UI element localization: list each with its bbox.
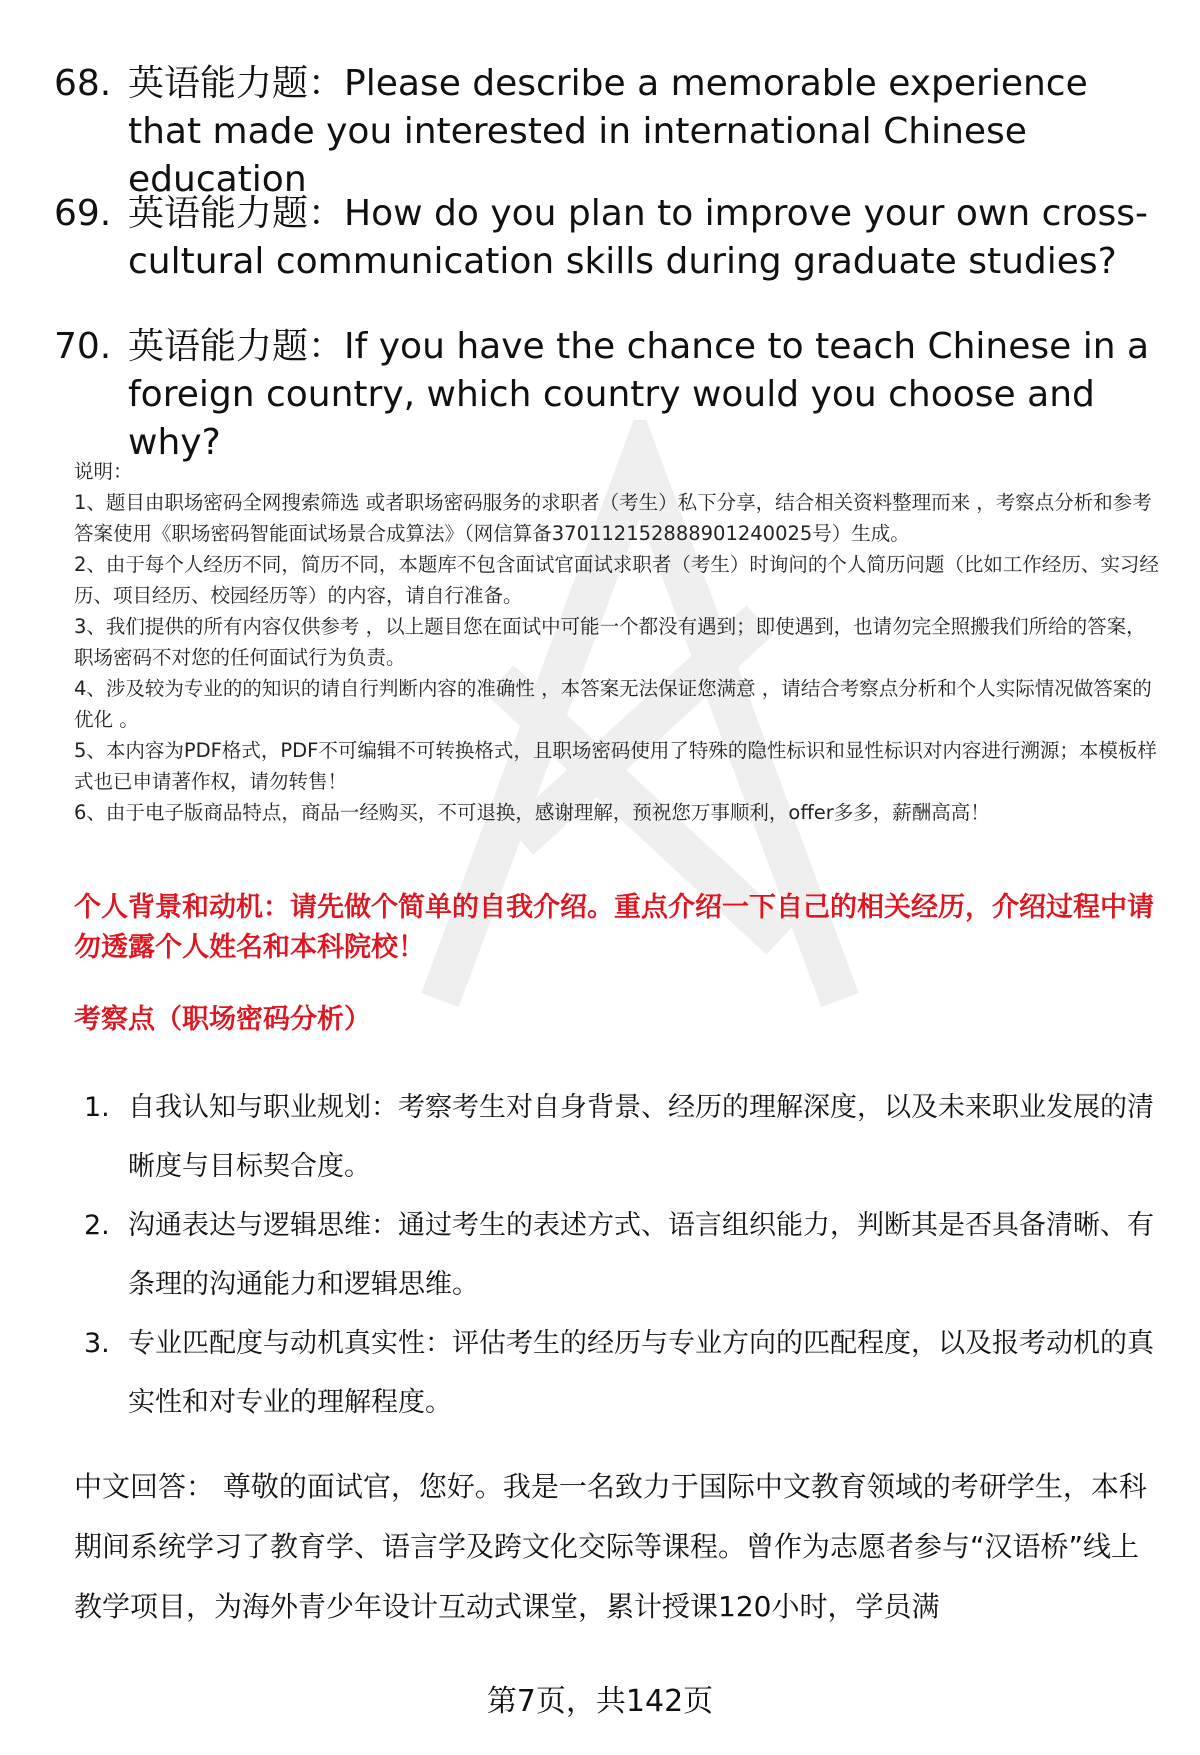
point-text: 自我认知与职业规划：考察考生对自身背景、经历的理解深度，以及未来职业发展的清晰度与目标契合度。	[128, 1092, 1154, 1182]
question-70	[54, 323, 1164, 467]
analysis-point	[84, 1078, 1164, 1196]
point-number: 1.	[84, 1092, 110, 1123]
question-text: If you have the chance to teach Chinese in a foreign country, which country would you choose and why?	[128, 326, 1150, 463]
note-item: 1、题目由职场密码全网搜索筛选 或者职场密码服务的求职者（考生）私下分享，结合相关资料整理而来 ，考察点分析和参考答案使用《职场密码智能面试场景合成算法》（网信算备370112152888901240025号）生成。	[74, 491, 1152, 545]
question-prefix: 英语能力题：	[128, 63, 345, 104]
question-prefix: 英语能力题：	[128, 193, 345, 234]
note-item: 6、由于电子版商品特点，商品一经购买，不可退换，感谢理解，预祝您万事顺利，offer多多，薪酬高高！	[74, 801, 990, 824]
notes-section	[74, 456, 1164, 828]
question-number: 70.	[54, 326, 112, 367]
answer-label: 中文回答：	[74, 1470, 215, 1503]
question-text: Please describe a memorable experience that made you interested in international Chinese education	[128, 63, 1088, 200]
point-text: 专业匹配度与动机真实性：评估考生的经历与专业方向的匹配程度，以及报考动机的真实性和对专业的理解程度。	[128, 1328, 1154, 1418]
answer-paragraph	[74, 1457, 1164, 1637]
question-prefix: 英语能力题：	[128, 326, 345, 367]
note-item: 4、涉及较为专业的的知识的请自行判断内容的准确性 ，本答案无法保证您满意 ，请结合考察点分析和个人实际情况做答案的优化 。	[74, 677, 1152, 731]
note-item: 2、由于每个人经历不同，简历不同，本题库不包含面试官面试求职者（考生）时询问的个人简历问题（比如工作经历、实习经历、项目经历、校园经历等）的内容，请自行准备。	[74, 553, 1159, 607]
point-number: 2.	[84, 1210, 110, 1241]
analysis-points	[84, 1078, 1164, 1432]
note-item: 5、本内容为PDF格式，PDF不可编辑不可转换格式，且职场密码使用了特殊的隐性标识和显性标识对内容进行溯源；本模板样式也已申请著作权，请勿转售！	[74, 739, 1157, 793]
analysis-point	[84, 1314, 1164, 1432]
point-number: 3.	[84, 1328, 110, 1359]
analysis-heading: 考察点（职场密码分析）	[74, 1004, 371, 1035]
question-heading: 个人背景和动机：请先做个简单的自我介绍。重点介绍一下自己的相关经历，介绍过程中请勿透露个人姓名和本科院校！	[74, 892, 1154, 963]
question-text: How do you plan to improve your own cross-cultural communication skills during graduate studies?	[128, 193, 1148, 282]
page-footer: 第7页，共142页	[486, 1684, 714, 1719]
note-item: 3、我们提供的所有内容仅供参考 ，以上题目您在面试中可能一个都没有遇到；即使遇到，也请勿完全照搬我们所给的答案，职场密码不对您的任何面试行为负责。	[74, 615, 1146, 669]
question-69	[54, 190, 1164, 286]
question-number: 69.	[54, 193, 112, 234]
answer-text: 尊敬的面试官，您好。我是一名致力于国际中文教育领域的考研学生，本科期间系统学习了教育学、语言学及跨文化交际等课程。曾作为志愿者参与“汉语桥”线上教学项目，为海外青少年设计互动式课堂，累计授课120小时，学员满	[74, 1470, 1147, 1623]
point-text: 沟通表达与逻辑思维：通过考生的表述方式、语言组织能力，判断其是否具备清晰、有条理的沟通能力和逻辑思维。	[128, 1210, 1154, 1300]
analysis-point	[84, 1196, 1164, 1314]
question-number: 68.	[54, 63, 112, 104]
question-68	[54, 60, 1164, 204]
notes-title: 说明：	[74, 460, 133, 483]
